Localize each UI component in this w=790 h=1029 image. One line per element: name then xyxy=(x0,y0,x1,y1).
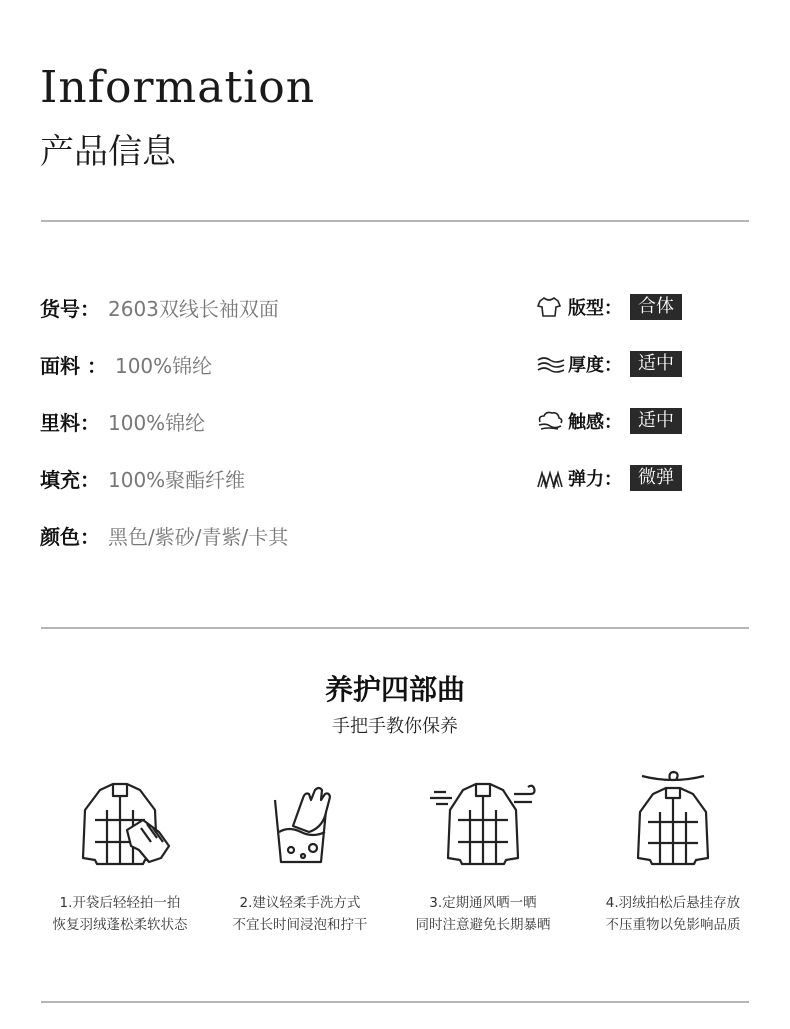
care-step-text xyxy=(393,892,573,936)
care-step-4 xyxy=(583,770,763,936)
title-chinese: 产品信息 xyxy=(40,132,176,172)
care-step-line: 2.建议轻柔手洗方式 xyxy=(239,895,361,911)
attr-badge: 适中 xyxy=(630,351,682,377)
spec-row-lining xyxy=(40,406,205,436)
care-step-line: 同时注意避免长期暴晒 xyxy=(415,917,551,933)
spec-label: 里料： xyxy=(40,410,100,435)
care-title: 养护四部曲 xyxy=(324,673,465,706)
attr-label: 弹力： xyxy=(568,469,622,490)
attr-label: 厚度： xyxy=(568,355,622,376)
spec-value: 100%锦纶 xyxy=(108,410,206,435)
attr-row-thickness xyxy=(536,349,682,379)
divider-middle xyxy=(41,627,749,629)
care-step-line: 4.羽绒拍松后悬挂存放 xyxy=(605,895,741,911)
spec-row-item-no xyxy=(40,292,279,322)
spec-label: 面料 ： xyxy=(40,353,107,378)
jacket-pat-icon xyxy=(30,770,210,870)
divider-bottom xyxy=(41,1001,749,1003)
care-step-line: 3.定期通风晒一晒 xyxy=(429,895,537,911)
spec-row-filling xyxy=(40,463,245,493)
attr-row-fit xyxy=(536,292,682,322)
spec-value: 黑色/紫砂/青紫/卡其 xyxy=(108,524,289,549)
jacket-hanger-icon xyxy=(583,770,763,870)
spec-label: 颜色： xyxy=(40,524,100,549)
care-step-text xyxy=(30,892,210,936)
care-subtitle: 手把手教你保养 xyxy=(332,716,458,737)
attr-label: 触感： xyxy=(568,412,622,433)
care-step-3 xyxy=(393,770,573,936)
spec-value: 100%聚酯纤维 xyxy=(108,467,246,492)
attr-row-elasticity xyxy=(536,463,682,493)
divider-top xyxy=(41,220,749,222)
attr-row-touch xyxy=(536,406,682,436)
attr-badge: 微弹 xyxy=(630,465,682,491)
cloud-hand-icon xyxy=(536,410,562,432)
care-step-line: 不压重物以免影响品质 xyxy=(605,917,741,933)
attr-badge: 适中 xyxy=(630,408,682,434)
care-step-2 xyxy=(210,770,390,936)
care-step-line: 不宜长时间浸泡和拧干 xyxy=(232,917,368,933)
hand-wash-icon xyxy=(210,770,390,870)
spec-value: 2603双线长袖双面 xyxy=(108,296,279,321)
attr-badge: 合体 xyxy=(630,294,682,320)
spec-row-color xyxy=(40,520,288,550)
jacket-air-dry-icon xyxy=(393,770,573,870)
title-english: Information xyxy=(40,62,316,113)
care-step-text xyxy=(583,892,763,936)
spec-row-fabric xyxy=(40,349,212,379)
care-step-line: 恢复羽绒蓬松柔软状态 xyxy=(52,917,188,933)
care-step-1 xyxy=(30,770,210,936)
spec-label: 货号： xyxy=(40,296,100,321)
layers-icon xyxy=(536,353,562,375)
attr-label: 版型： xyxy=(568,298,622,319)
tshirt-icon xyxy=(536,296,562,318)
elastic-wave-icon xyxy=(536,467,562,489)
care-step-text xyxy=(210,892,390,936)
care-step-line: 1.开袋后轻轻拍一拍 xyxy=(59,895,181,911)
spec-label: 填充： xyxy=(40,467,100,492)
spec-value: 100%锦纶 xyxy=(114,353,213,378)
